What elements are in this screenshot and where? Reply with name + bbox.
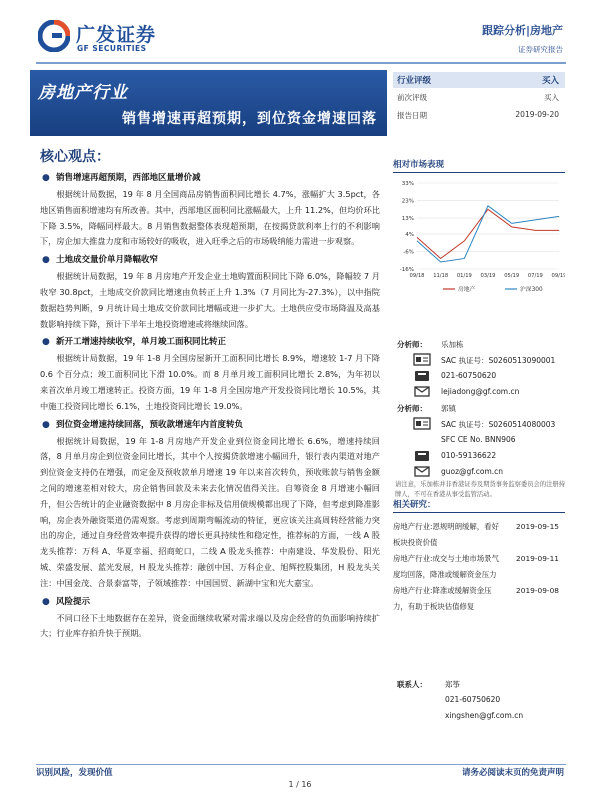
related-item[interactable] [393,519,565,551]
header-divider [36,62,566,64]
y-tick-label: 13% [401,216,414,223]
page-header [0,0,600,68]
analyst2-sfc: SFC CE No. BNN906 [441,435,516,444]
x-tick-label: 01/19 [456,273,472,279]
title-banner [30,70,387,136]
rating-box [393,72,565,88]
prev-rating-row [393,88,565,106]
analyst2-phone-row [393,448,565,464]
analyst-block [393,336,565,500]
analyst1-name: 乐加栋 [441,340,464,349]
y-tick-label: 4% [405,231,414,238]
section-paragraph: 根据统计局数据，19 年 1-8 月全国房屋新开工面积同比增长 8.9%，增速较 1-7 月下降 0.6 个百分点；竣工面积同比下滑 10.0%。而 8 月单月竣工面积同比增长 2.8%，为年初以来首次单月竣工增速转正。投资方面，19 年 1-8 月全国房地产开发投资同比增长 10.5%，其中施工投资同比增长 6.1%，土地投资同比增长 19.0%。 [40,353,380,411]
footer-divider [36,764,566,765]
contact-email[interactable]: xingshen@gf.com.cn [445,711,524,720]
analyst1-license: SAC 执证号：S0260513090001 [441,356,556,365]
section-heading-text: 销售增速再超预期，西部地区量增价减 [56,173,201,183]
y-tick-label: -16% [399,267,414,273]
x-tick-label: 11/18 [433,273,449,279]
x-tick-label: 09/18 [409,273,425,279]
section-heading [40,417,380,434]
contact-block [393,676,565,724]
section-paragraph: 根据统计局数据，19 年 8 月全国商品房销售面积同比增长 4.7%，涨幅扩大 3.5pct，各地区销售面积增速均有所改善。其中，西部地区面积同比涨幅最大，上升 11.2%，但均价环比下降 3.5%，降幅同样最大。8 月销售数据整体表现超预期，在按揭贷款利率上行的不利影响下，房企加大推盘力度和市场较好的吸收，进入旺季之后的市场吸纳能力需进一步观察。 [40,189,380,247]
footer-slogan: 识别风险，发现价值 [36,768,113,778]
contact-name-row [393,676,565,692]
key-points-title: 核心观点： [40,149,110,165]
x-tick-label: 07/19 [527,273,543,279]
prev-rating-value: 买入 [544,93,559,102]
related-item-text: 房地产行业:恩规明朗缓解，看好板块投资价值 [393,522,499,547]
related-item-date: 2019-09-08 [516,586,559,595]
report-date-row [393,106,565,124]
bullet-icon: ● [42,596,50,607]
x-tick-label: 05/19 [504,273,520,279]
related-item-date: 2019-09-15 [516,522,559,531]
section-heading-text: 到位资金增速持续回落，预收款增速年内首度转负 [56,419,244,430]
id-card-icon [413,417,431,430]
section-heading-text: 新开工增速持续收窄，单月竣工面积同比转正 [56,337,227,348]
bullet-icon: ● [42,255,50,266]
relative-performance-chart [393,173,565,299]
bullet-icon: ● [42,337,50,348]
email-icon [413,385,431,398]
contact-label: 联系人： [397,680,427,689]
contact-phone: 021-60750620 [445,695,501,704]
contact-phone-row [393,692,565,708]
analyst2-name: 郭镇 [441,404,456,413]
license-note: 请注意，乐加栋并非香港证券及期货事务监察委员会的注册持牌人，不可在香港从事受监管活动。 [395,481,566,498]
analyst2-license: SAC 执证号：S0260514080003 [441,420,556,429]
analyst1-license-row [393,352,565,368]
analyst1-email-row [393,384,565,400]
rating-label: 行业评级 [397,76,432,86]
phone-icon [413,449,431,462]
related-item-date: 2019-09-11 [516,554,559,563]
section-heading [40,334,380,351]
page-number: 1 / 16 [288,780,312,789]
chart-svg [393,173,565,299]
key-points-body [40,170,380,644]
report-date-label: 报告日期 [397,111,427,120]
x-tick-label: 09/19 [551,273,565,279]
section-paragraph: 根据统计局数据，19 年 1-8 月房地产开发企业到位资金同比增长 6.6%，增速持续回落，8 月单月房企到位资金同比增长，其中个人按揭贷款增速小幅回升，银行表内渠道对地产到位资金支持仍在增强，而定金及预收款单月增速 19 年以来首次转负，预收账款与销售金额之间的增速差相对较大，房企销售回款及未来去化情况值得关注。自筹资金 8 月增速小幅回升，但公告统计的企业融资数据中 8 月房企非标及信用债规模都出现了下降，但考虑到降准影响，房企表外融资渠道仍需观察。考虑到周期弯幅流动的特征，更应该关注高周转经营能力突出的房企，通过自身经营效率提升获得的增长更具持续性和稳定性，推荐标的方面，一线 A 股龙头推荐：万科 A、华夏幸福、招商蛇口，二线 A 股龙头推荐：中南建设、华发股份、阳光城、荣盛发展、蓝光发展，H 股龙头推荐：融创中国、万科企业、旭辉控股集团，H 股龙头关注：中国金茂、合景泰富等，子领域推荐：中国国贸、新湖中宝和光大嘉宝。 [40,435,380,588]
related-item[interactable] [393,583,565,615]
y-tick-label: 33% [401,181,414,187]
y-tick-label: -6% [403,249,414,256]
section-heading [40,594,380,611]
id-card-icon [413,353,431,366]
section-paragraph: 不同口径下土地数据存在差异，资金面继续收紧对需求端以及房企经营的负面影响持续扩大；行业库存拍升快于预期。 [40,612,380,639]
analysts-label: 分析师： [397,340,427,349]
rating-value: 买入 [541,76,559,86]
sidebar [393,72,565,299]
report-subtitle: 证券研究报告 [518,45,563,54]
section-heading-text: 土地成交量价单月降幅收窄 [56,255,159,266]
report-date-value: 2019-09-20 [515,110,559,119]
phone-icon [413,369,431,382]
report-title: 销售增速再超预期，到位资金增速回落 [122,111,377,127]
y-tick-label: 23% [401,198,414,205]
related-item[interactable] [393,551,565,583]
bullet-icon: ● [42,419,50,430]
legend-label: 沪深300 [520,287,543,293]
x-tick-label: 03/19 [480,273,496,279]
related-item-text: 房地产行业:降准或缓解资金压力，有助于板块估值修复 [393,586,492,611]
analyst2-sfc-row [393,432,565,448]
analyst2-email[interactable]: guoz@gf.com.cn [441,467,504,476]
logo-text-cn: 广发证券 [76,24,157,46]
contact-email-row [393,708,565,724]
section-heading-text: 风险提示 [56,596,91,607]
analyst2-email-row [393,464,565,480]
analyst2-license-row [393,416,565,432]
industry-name: 房地产行业 [38,83,128,103]
related-item-text: 房地产行业:成交与土地市场景气度均回落，降准或缓解资金压力 [393,554,499,579]
section-heading [40,252,380,269]
report-type: 跟踪分析|房地产 [481,24,563,37]
analyst1-phone-row [393,368,565,384]
footer-disclaimer: 请务必阅读末页的免责声明 [461,768,564,778]
analyst1-phone: 021-60750620 [441,371,497,380]
bullet-icon: ● [42,173,50,183]
analyst1-name-row [393,336,565,352]
analyst2-phone: 010-59136622 [441,451,497,460]
section-heading [40,170,380,187]
related-title: 相关研究： [393,498,565,513]
gf-logo-icon [38,20,70,52]
analysts-label-2: 分析师： [397,404,427,413]
chart-title: 相对市场表现 [393,158,565,173]
related-research [393,498,565,615]
section-paragraph: 根据统计局数据，19 年 8 月房地产开发企业土地购置面积同比下降 6.0%，降幅较 7 月收窄 30.8pct，土地成交价款同比增速由负转正上升 1.3%（7 月同比为-27.3%），以中指院数据趋势判断，9 月统计局土地成交价款同比增幅或进一步扩大。土地供应受市场降温及高基数影响持续下降，预计下半年土地投资增速或将继续回落。 [40,271,380,329]
analyst2-name-row [393,400,565,416]
contact-name: 郑筝 [445,680,460,689]
analyst1-email[interactable]: lejiadong@gf.com.cn [441,387,520,396]
email-icon [413,465,431,478]
prev-rating-label: 前次评级 [397,93,427,102]
logo-text-en: GF SECURITIES [77,44,147,53]
legend-label: 房地产 [458,287,476,293]
